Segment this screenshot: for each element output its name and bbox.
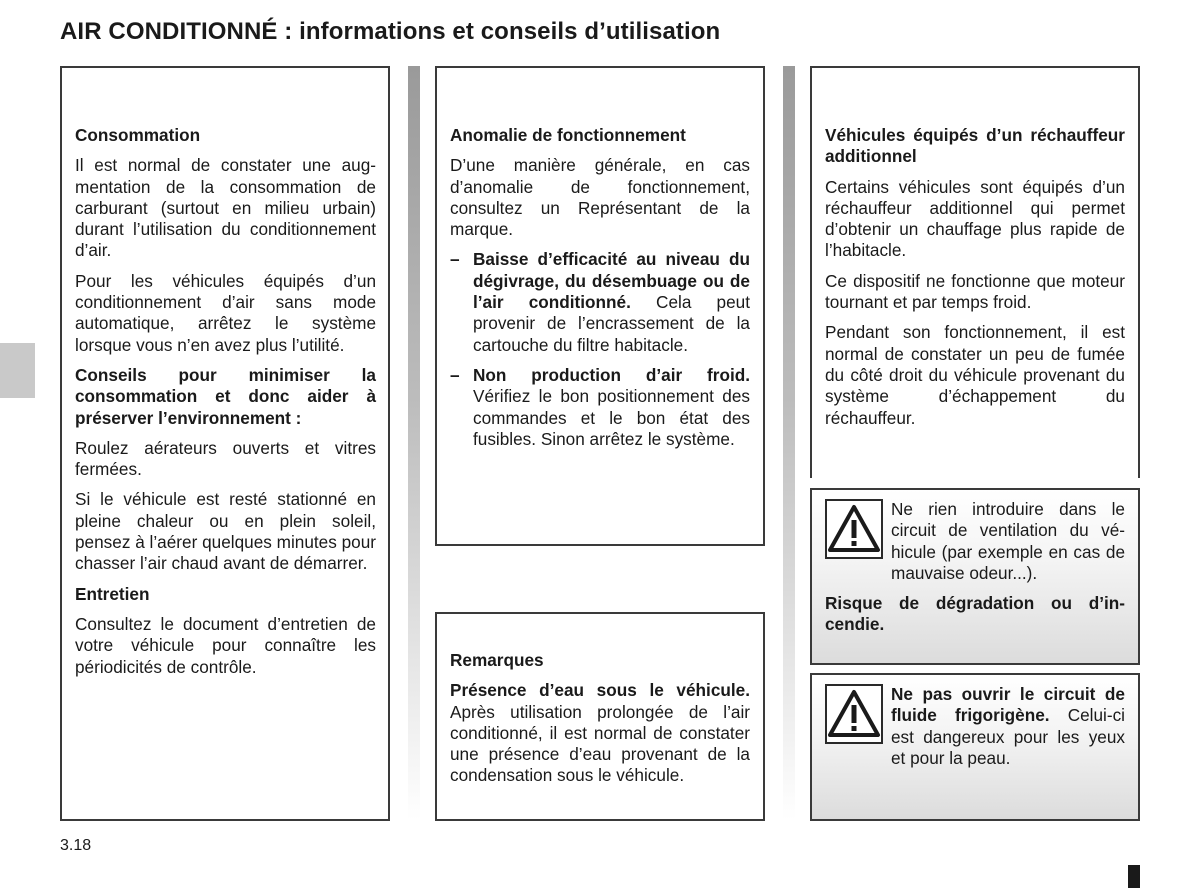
page-title: AIR CONDITIONNÉ : informations et conseils d’utilisation: [60, 18, 721, 45]
presence-eau-text: Après utilisation prolongée de l’air conditionné, il est normal de constater une présence d’eau provenant de la condensation sous le véhicule.: [450, 701, 750, 786]
dash-bullet: –: [450, 364, 460, 385]
warning-triangle-icon: [825, 684, 883, 744]
list-item-bold: Baisse d’efficacité au niveau du dégivrage, du désembuage ou de l’air conditionné.: [473, 249, 750, 313]
rechauffeur-paragraph-1: Certains véhicules sont équipés d’un réchauffeur additionnel qui permet d’obtenir un chauffage plus rapide de l’habitacle.: [825, 176, 1125, 261]
anomalie-heading: Anomalie de fonctionnement: [450, 125, 686, 145]
warning-box-ventilation: [810, 488, 1140, 665]
list-item-bold: Non production d’air froid.: [473, 364, 750, 385]
rechauffeur-heading: Véhicules équipés d’un réchauffeur additionnel: [825, 125, 1125, 167]
page-edge-marker: [1128, 865, 1140, 888]
column-separator: [408, 66, 420, 820]
page-number: 3.18: [60, 837, 92, 854]
conseils-paragraph-1: Roulez aérateurs ouverts et vitres fermées.: [75, 437, 376, 480]
anomalie-paragraph: D’une manière générale, en cas d’anomalie de fonctionnement, consultez un Représentant de la marque.: [450, 155, 750, 240]
conseils-heading: Conseils pour minimiser la consommation et donc aider à préserver l’environnement :: [75, 364, 376, 428]
warning-triangle-icon: [825, 499, 883, 559]
list-item-text: Cela peut provenir de l’encrassement de la cartouche du filtre habitacle.: [473, 292, 750, 355]
remarques-panel: [435, 612, 765, 821]
warning-emphasis: Ne pas ouvrir le circuit de fluide frigorigène.: [891, 684, 1125, 726]
anomalie-panel: [435, 66, 765, 546]
list-item: [450, 249, 750, 355]
warning-text: Ne rien introduire dans le circuit de ventilation du véhicule (par exemple en cas de mauvaise odeur...).: [891, 499, 1125, 583]
entretien-heading: Entretien: [75, 583, 150, 604]
consommation-panel: [60, 66, 390, 821]
consommation-paragraph-1: Il est normal de constater une augmentation de la consommation de carburant (surtout en milieu urbain) durant l’utilisation du conditionnement d’air.: [75, 155, 376, 261]
rechauffeur-panel: [810, 66, 1140, 478]
conseils-paragraph-2: Si le véhicule est resté stationné en pleine chaleur ou en plein soleil, pensez à l’aérer quelques minutes pour chasser l’air chaud avant de démarrer.: [75, 489, 376, 574]
remarques-heading: Remarques: [450, 650, 544, 670]
consommation-heading: Consommation: [75, 125, 201, 145]
warning-body: Celui-ci est dangereux pour les yeux et pour la peau.: [891, 705, 1125, 768]
warning-emphasis: Risque de dégradation ou d’incendie.: [825, 593, 1125, 635]
consommation-paragraph-2: Pour les véhicules équipés d’un conditionnement d’air sans mode automatique, arrêtez le système lorsque vous n’en avez plus l’utilité.: [75, 270, 376, 355]
rechauffeur-paragraph-3: Pendant son fonctionnement, il est normal de constater un peu de fumée du côté droit du véhicule provenant du système d’échappement du réchauffeur.: [825, 322, 1125, 428]
list-item-text: Vérifiez le bon positionnement des commandes et le bon état des fusibles. Sinon arrêtez le système.: [473, 386, 750, 449]
entretien-paragraph: Consultez le document d’entretien de votre véhicule pour connaître les périodicités de contrôle.: [75, 613, 376, 677]
rechauffeur-paragraph-2: Ce dispositif ne fonctionne que moteur tournant et par temps froid.: [825, 270, 1125, 313]
list-item: [450, 365, 750, 450]
presence-eau-paragraph: [450, 680, 750, 786]
dash-bullet: –: [450, 249, 460, 270]
presence-eau-bold: Présence d’eau sous le véhicule.: [450, 680, 750, 701]
column-separator: [783, 66, 795, 820]
section-tab-marker: [0, 343, 35, 398]
warning-box-refrigerant: [810, 673, 1140, 821]
